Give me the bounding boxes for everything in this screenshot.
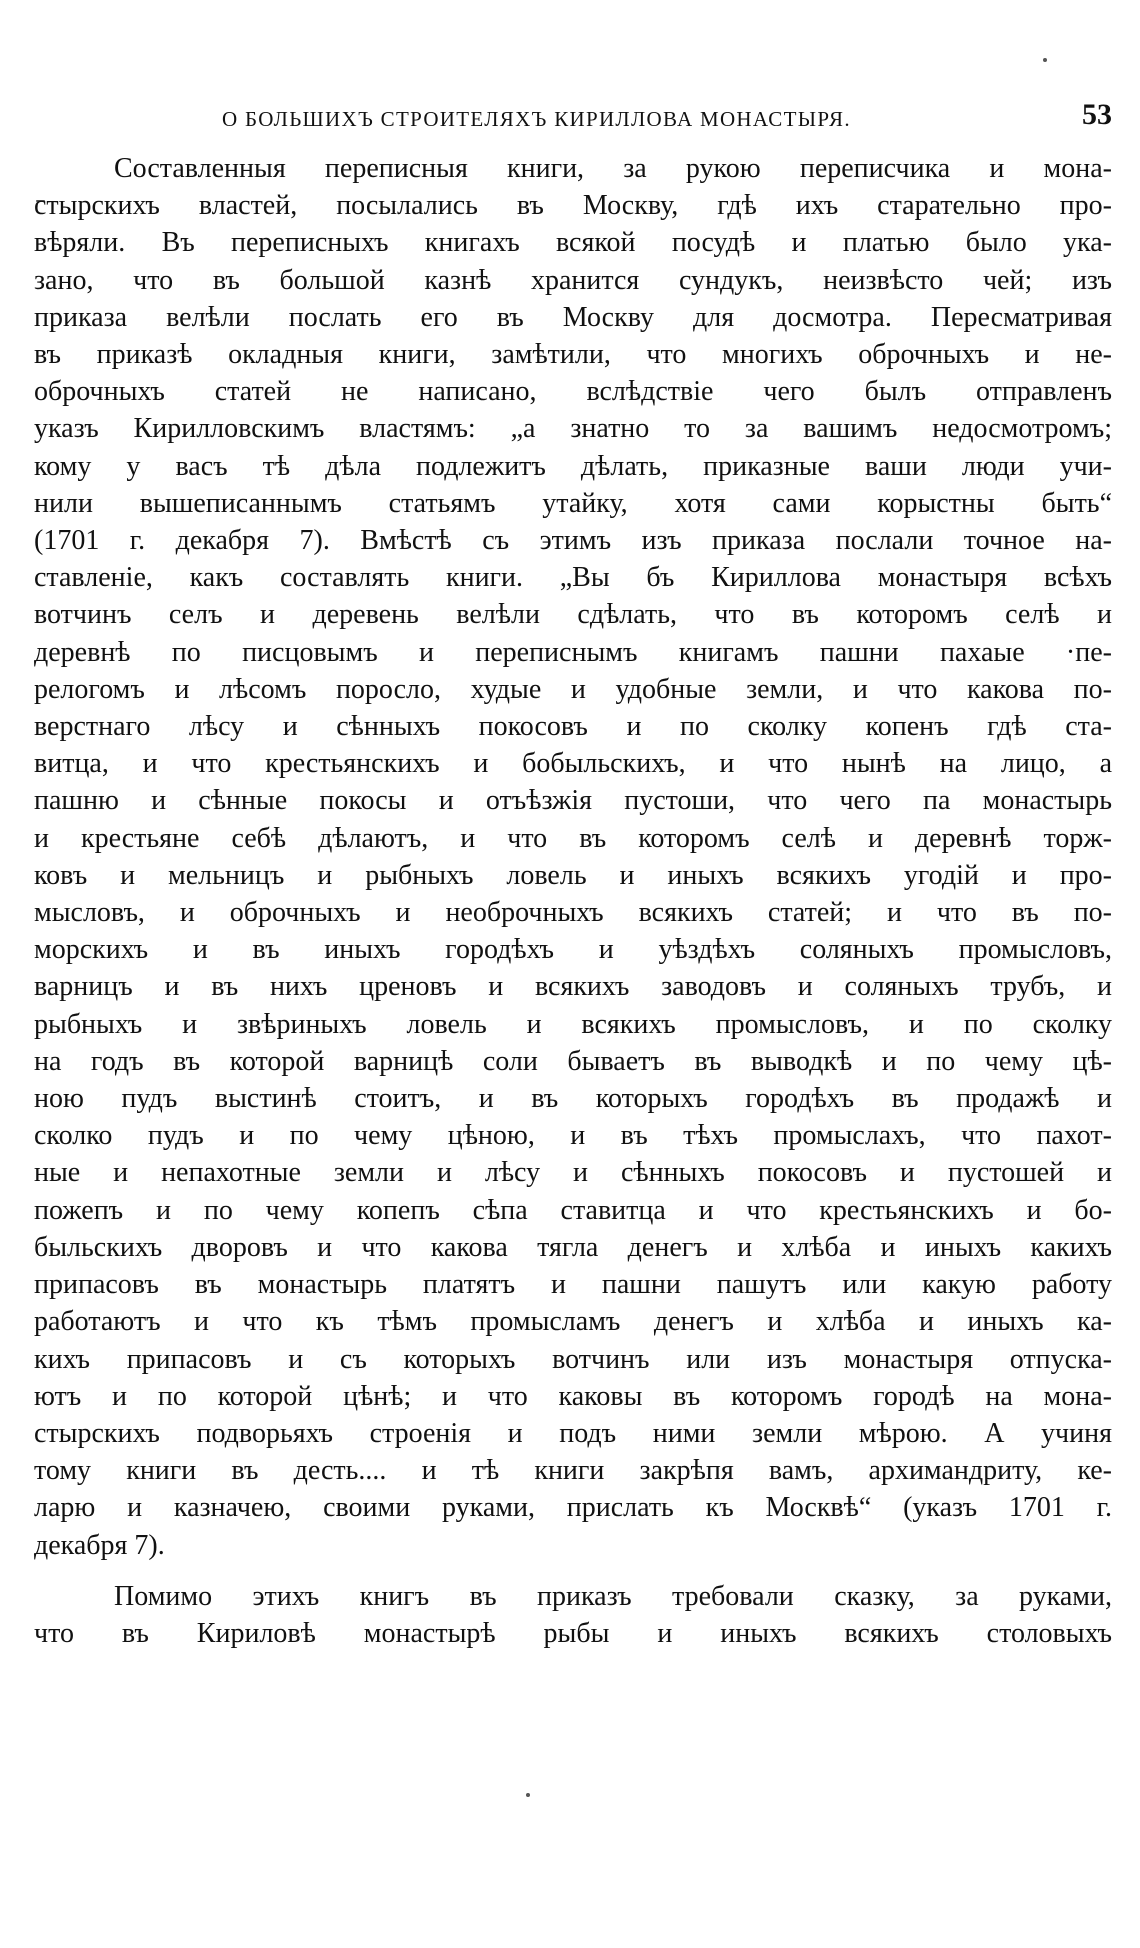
text-line: оброчныхъ статей не написано, вслѣдствіе чего былъ отправленъ xyxy=(34,376,1112,408)
text-line: и крестьяне себѣ дѣлаютъ, и что въ которомъ селѣ и деревнѣ торж- xyxy=(34,822,1112,854)
text-line: деревнѣ по писцовымъ и переписнымъ книгамъ пашни пахаые ·пе- xyxy=(34,636,1112,668)
text-line: приказа велѣли послать его въ Москву для досмотра. Пересматривая xyxy=(34,301,1112,333)
text-line: сколко пудъ и по чему цѣною, и въ тѣхъ промыслахъ, что пахот- xyxy=(34,1120,1112,1152)
text-line: зано, что въ большой казнѣ хранится сундукъ, неизвѣсто чей; изъ xyxy=(34,264,1112,296)
running-head: О БОЛЬШИХЪ СТРОИТЕЛЯХЪ КИРИЛЛОВА МОНАСТЫРЯ. xyxy=(222,107,851,131)
page-header xyxy=(32,98,1112,141)
text-line: нили вышеписаннымъ статьямъ утайку, хотя сами корыстны быть“ xyxy=(34,487,1112,519)
text-line: декабря 7). xyxy=(34,1529,165,1561)
text-line: что въ Кириловѣ монастырѣ рыбы и иныхъ всякихъ столовыхъ xyxy=(34,1617,1112,1649)
text-line: ковъ и мельницъ и рыбныхъ ловель и иныхъ всякихъ угодій и про- xyxy=(34,859,1112,891)
text-line: работаютъ и что къ тѣмъ промысламъ денегъ и хлѣба и иныхъ ка- xyxy=(34,1306,1112,1338)
text-line: (1701 г. декабря 7). Вмѣстѣ съ этимъ изъ приказа послали точное на- xyxy=(34,525,1112,557)
text-line: варницъ и въ нихъ цреновъ и всякихъ заводовъ и соляныхъ трубъ, и xyxy=(34,971,1112,1003)
text-line: мысловъ, и оброчныхъ и необрочныхъ всякихъ статей; и что въ по- xyxy=(34,897,1112,929)
text-line: вотчинъ селъ и деревень велѣли сдѣлать, что въ которомъ селѣ и xyxy=(34,599,1112,631)
text-line: быльскихъ дворовъ и что какова тягла денегъ и хлѣба и иныхъ какихъ xyxy=(34,1231,1112,1263)
text-line: на годъ въ которой варницѣ соли бываетъ въ выводкѣ и по чему цѣ- xyxy=(34,1045,1112,1077)
text-line: стырскихъ властей, посылались въ Москву, гдѣ ихъ старательно про- xyxy=(34,190,1112,222)
text-line: ные и непахотные земли и лѣсу и сѣнныхъ покосовъ и пустошей и xyxy=(34,1157,1112,1189)
text-line: въ приказѣ окладныя книги, замѣтили, что многихъ оброчныхъ и не- xyxy=(34,339,1112,371)
text-line: вѣряли. Въ переписныхъ книгахъ всякой посудѣ и платью было ука- xyxy=(34,227,1112,259)
text-line: верстнаго лѣсу и сѣнныхъ покосовъ и по сколку копенъ гдѣ ста- xyxy=(34,711,1112,743)
text-line: ларю и казначею, своими руками, прислать къ Москвѣ“ (указъ 1701 г. xyxy=(34,1492,1112,1524)
text-line: витца, и что крестьянскихъ и бобыльскихъ, и что нынѣ на лицо, а xyxy=(34,748,1112,780)
text-line: кихъ припасовъ и съ которыхъ вотчинъ или изъ монастыря отпуска- xyxy=(34,1343,1112,1375)
text-line: пожепъ и по чему копепъ сѣпа ставитца и что крестьянскихъ и бо- xyxy=(34,1194,1112,1226)
text-line: указъ Кирилловскимъ властямъ: „а знатно то за вашимъ недосмотромъ; xyxy=(34,413,1112,445)
text-line: релогомъ и лѣсомъ поросло, худые и удобные земли, и что какова по- xyxy=(34,673,1112,705)
print-speck-bottom xyxy=(526,1793,530,1797)
text-line: припасовъ въ монастырь платятъ и пашни пашутъ или какую работу xyxy=(34,1269,1112,1301)
page-number: 53 xyxy=(1082,98,1112,131)
text-line: пашню и сѣнные покосы и отъѣзжія пустоши, что чего па монастырь xyxy=(34,785,1112,817)
text-line: ютъ и по которой цѣнѣ; и что каковы въ которомъ городѣ на мона- xyxy=(34,1380,1112,1412)
text-line: Помимо этихъ книгъ въ приказъ требовали сказку, за руками, xyxy=(114,1580,1112,1612)
text-line: стырскихъ подворьяхъ строенія и подъ ними земли мѣрою. А учиня xyxy=(34,1417,1112,1449)
text-line: тому книги въ десть.... и тѣ книги закрѣпя вамъ, архимандриту, ке- xyxy=(34,1455,1112,1487)
body-text xyxy=(34,150,1112,1652)
text-line: морскихъ и въ иныхъ городѣхъ и уѣздѣхъ соляныхъ промысловъ, xyxy=(34,934,1112,966)
text-line: ставленіе, какъ составлять книги. „Вы бъ Кириллова монастыря всѣхъ xyxy=(34,562,1112,594)
text-line: ною пудъ выстинѣ стоитъ, и въ которыхъ городѣхъ въ продажѣ и xyxy=(34,1083,1112,1115)
print-speck-top xyxy=(1043,58,1047,62)
text-line: кому у васъ тѣ дѣла подлежитъ дѣлать, приказные ваши люди учи- xyxy=(34,450,1112,482)
text-line: рыбныхъ и звѣриныхъ ловель и всякихъ промысловъ, и по сколку xyxy=(34,1008,1112,1040)
text-line: Составленныя переписныя книги, за рукою переписчика и мона- xyxy=(114,153,1112,184)
